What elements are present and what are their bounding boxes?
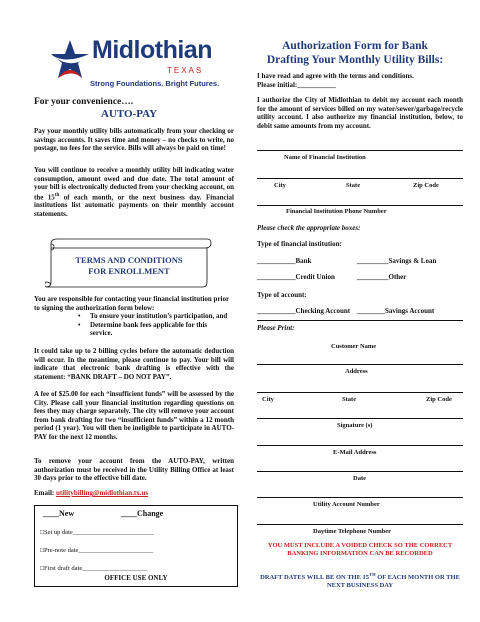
email-line [34, 489, 148, 498]
fi-state-label: State [346, 182, 361, 189]
terms-heading-line1: TERMS AND CONDITIONS [75, 255, 183, 265]
deduction-paragraph: It could take up to 2 billing cycles before the automatic deduction will occur. In the meantime, please continue to pay. Your bill will indicate that electronic bank drafting is effective with the statement: “BANK DRAFT – DO NOT PAY”. [34, 347, 234, 381]
email-link[interactable]: utilitybilling@midlothian.tx.us [55, 489, 149, 497]
prenote-date-field[interactable]: □Pre-note date_______________________ [40, 547, 154, 554]
email-address-label: E-Mail Address [333, 449, 377, 456]
convenience-heading: For your convenience…. [34, 97, 134, 107]
check-boxes-note: Please check the appropriate boxes: [257, 224, 361, 232]
customer-name-line[interactable] [257, 364, 463, 365]
fi-phone-label: Financial Institution Phone Number [286, 208, 387, 215]
bullet-item: • Determine bank fees applicable for this service. [78, 320, 208, 337]
bullet-item: • To ensure your institution’s participation, and [78, 312, 228, 320]
terms-banner [45, 238, 213, 288]
checking-option[interactable]: ___________Checking Account [257, 307, 351, 315]
utility-account-line[interactable] [257, 497, 463, 498]
fi-name-label: Name of Financial Institution [284, 154, 366, 161]
savings-account-option[interactable]: ________Savings Account [357, 307, 435, 315]
change-option[interactable]: ____Change [121, 509, 164, 518]
logo-name: Midlothian [92, 36, 212, 64]
fi-name-line[interactable] [257, 150, 463, 151]
city-state-line[interactable] [257, 392, 463, 393]
account-type-label: Type of account: [257, 291, 307, 299]
date-label: Date [353, 475, 366, 482]
savings-loan-option[interactable]: _________Savings & Loan [357, 257, 437, 265]
removal-paragraph: To remove your account from the AUTO-PAY, written authorization must be received in the Utility Billing Office at least 30 days prior to the effective bill date. [34, 457, 234, 482]
state-label: State [342, 396, 357, 403]
checkbox-icon[interactable]: □ [40, 529, 44, 536]
autopay-title: AUTO-PAY [100, 108, 158, 120]
setup-date-field[interactable]: □Set up date_________________________ [40, 529, 155, 536]
agree-statement: I have read and agree with the terms and conditions. [257, 72, 414, 80]
email-label: Email: [34, 489, 55, 497]
star-logo-icon [50, 38, 90, 84]
responsibility-paragraph: You are responsible for contacting your financial institution prior to signing the authorization form below: [34, 295, 229, 312]
city-label: City [262, 396, 274, 403]
checkbox-icon[interactable]: □ [40, 547, 44, 554]
customer-name-label: Customer Name [331, 343, 377, 350]
form-title-line1: Authorization Form for Bank [282, 40, 428, 52]
logo-tagline: Strong Foundations. Bright Futures. [90, 79, 220, 88]
authorization-paragraph: I authorize the City of Midlothian to debit my account each month for the amount of services billed on my water/sewer/garbage/recycle utility account. I also authorize my financial institution, below, to debit same amounts from my account. [257, 96, 463, 130]
first-draft-date-field[interactable]: □First draft date____________________ [40, 565, 148, 572]
new-option[interactable]: ____New [43, 509, 75, 518]
date-line[interactable] [257, 471, 463, 472]
bullet-list [78, 312, 230, 338]
please-print-note: Please Print: [257, 324, 295, 332]
draft-dates-notice: DRAFT DATES WILL BE ON THE 15TH OF EACH MONTH OR THE NEXT BUSINESS DAY [260, 572, 460, 590]
checkbox-icon[interactable]: □ [40, 565, 44, 572]
email-address-line[interactable] [257, 445, 463, 446]
credit-union-option[interactable]: ___________Credit Union [257, 273, 335, 281]
fi-type-label: Type of financial institution: [257, 240, 342, 248]
signature-line[interactable] [257, 418, 463, 419]
office-use-label: OFFICE USE ONLY [104, 574, 168, 582]
bank-option[interactable]: ___________Bank [257, 257, 312, 265]
print-divider [257, 320, 463, 321]
intro-paragraph: Pay your monthly utility bills automatically from your checking or savings accounts. It saves time and money – no checks to write, no postage, no fees for the service. Bills will always be paid on time! [34, 127, 234, 152]
terms-heading-line2: FOR ENROLLMENT [88, 266, 170, 276]
voided-check-notice: YOU MUST INCLUDE A VOIDED CHECK SO THE CORRECT BANKING INFORMATION CAN BE RECORDED [267, 542, 453, 557]
initial-field[interactable]: Please initial:___________ [257, 81, 336, 89]
address-label: Address [345, 368, 368, 375]
daytime-phone-label: Daytime Telephone Number [313, 528, 391, 535]
billing-paragraph: You will continue to receive a monthly utility bill indicating water consumption, amount owed and due date. The total amount of your bill is electronically deducted from your checking account, on the 15th of each month, or the next business day. Financial institutions list automatic payments on their monthly account statements. [34, 166, 234, 218]
other-option[interactable]: _________Other [357, 273, 407, 281]
fi-zip-label: Zip Code [413, 182, 439, 189]
city-logo [50, 38, 230, 94]
signature-label: Signature (s) [337, 422, 373, 429]
utility-account-label: Utility Account Number [313, 501, 380, 508]
daytime-phone-line[interactable] [257, 524, 463, 525]
zip-label: Zip Code [426, 396, 452, 403]
office-use-box [34, 505, 238, 587]
form-title-line2: Drafting Your Monthly Utility Bills: [266, 54, 444, 66]
fi-phone-line[interactable] [257, 205, 463, 206]
logo-state: TEXAS [167, 66, 204, 75]
fee-paragraph: A fee of $25.00 for each “insufficient funds” will be assessed by the City. Please call your financial institution regarding questions on fees they may charge separately. The city will remove your account from bank drafting for two “insufficient funds” within a 12 month period (1 year). You will then be ineligible to participate in AUTO-PAY for the next 12 months. [34, 390, 234, 441]
fi-city-line[interactable] [257, 178, 463, 179]
fi-city-label: City [274, 182, 286, 189]
